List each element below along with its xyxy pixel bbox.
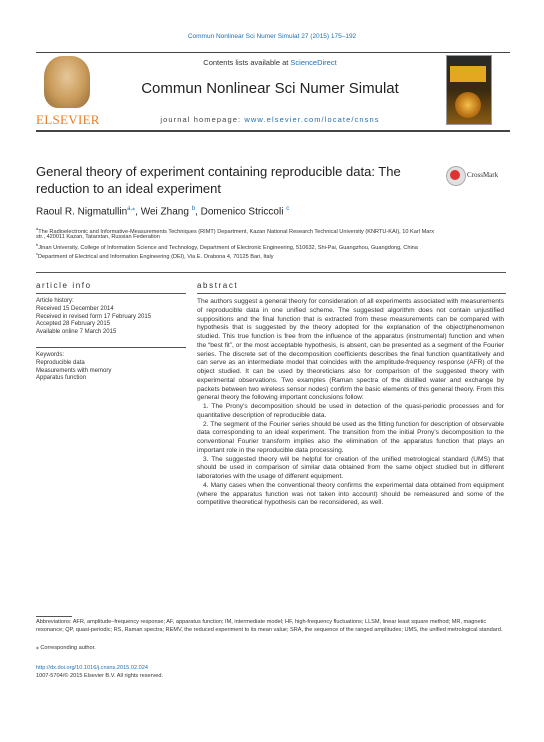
abstract-paragraph: The authors suggest a general theory for consideration of all experiments associated with measurements of reproducible data in one unified scheme. The suggested algorithm does not contain unjustified suppositions and the final function that is extracted from these measurements can be compared with hypothesis that is suggested by the theory adopted for the explanation of the object/phenomenon studied. This true function is free from the influence of the apparatus (instrumental) function and when the “best fit”, or the most acceptable hypothesis, is absent, can be presented as a segment of the Fourier series. The discrete set of the decomposition coefficients describes the final function quantitatively and can serve as an intermediate model that coincides with the amplitude-frequency response (AFR) of the object studied. It can be used by theoreticians also for comparison of the suggested theory with experimental observations. Two examples (Raman spectra of the distilled water and exchange by packets between two wireless sensor nodes) confirm the basic elements of this general theory. From this general theory the following important conclusions follow: [197, 298, 504, 402]
journal-cover-graphic [455, 92, 481, 118]
footnote-divider [36, 616, 72, 617]
article-history [36, 298, 186, 337]
abstract-body [197, 298, 504, 508]
paper-title [36, 163, 436, 197]
copyright-notice: 1007-5704/© 2015 Elsevier B.V. All rights reserved. [36, 673, 164, 679]
journal-citation[interactable]: Commun Nonlinear Sci Numer Simulat 27 (2015) 175–192 [187, 33, 357, 40]
abbreviations-footnote: Abbreviations: AFR, amplitude–frequency response; AF, apparatus function; IM, intermediate model; HF, high-frequency fluctuations; LLSM, linear least square method; MR, magnetic resonance; QP, quasi-periodic; RS, Raman spectra; REMV, the reduced experiment to its mean value; SRA, the sequence of the ranged amplitudes; UMS, the unified metrological standard. [36, 619, 503, 633]
affiliation-text: str., 420011 Kazan, Tatarstan, Russian Federation [36, 234, 160, 240]
contents-prefix: Contents lists available at [203, 58, 289, 67]
sciencedirect-link[interactable]: ScienceDirect [290, 58, 337, 67]
abstract-paragraph: 2. The segment of the Fourier series should be used as the fitting function for description of observable data corresponding to an ideal experiment. The transition from the initial Prony’s decomposition to the conventional Fourier transform implies also the elimination of the apparatus function that plays an important role in the reproducible data processing. [197, 420, 504, 454]
homepage-prefix: journal homepage: [160, 115, 242, 124]
history-item: Available online 7 March 2015 [36, 329, 117, 336]
affiliation-mark: a [36, 226, 39, 231]
homepage-link[interactable]: www.elsevier.com/locate/cnsns [244, 115, 380, 124]
contents-line [120, 58, 420, 67]
section-divider [36, 272, 506, 273]
journal-homepage [120, 115, 420, 124]
history-item: Received in revised form 17 February 2015 [36, 313, 152, 320]
history-label: Article history: [36, 298, 74, 304]
author-affil-ref[interactable]: a,⁎ [127, 206, 136, 212]
crossmark-label[interactable]: CrossMark [467, 171, 499, 179]
publisher-logo: ELSEVIER [36, 112, 100, 127]
history-item: Accepted 28 February 2015 [36, 321, 111, 328]
keywords [36, 352, 186, 383]
article-info-heading: article info [36, 281, 92, 290]
paper-title-line-2: reduction to an ideal experiment [36, 181, 222, 196]
affiliation-mark: b [36, 242, 39, 247]
paper-title-line-1: General theory of experiment containing reproducible data: The [36, 164, 401, 179]
affiliation-text: The Radioelectronic and Informative-Measurements Techniques (RIMT) Department, Kazan National Research Technical University (KNRTU-KAI), 10 Karl Marx [38, 228, 434, 235]
affiliation-text: Jinan University, College of Information Science and Technology, Department of Electronic Engineering, 510632, Shi-Pai, Guangzhou, Guangdong, China [38, 244, 418, 251]
crossmark-badge-icon [450, 170, 460, 180]
history-item: Received 15 December 2014 [36, 305, 114, 312]
affiliation-mark: c [36, 251, 38, 256]
abstract-paragraph: 1. The Prony’s decomposition should be used in detection of the quasi-periodic processes and for quantitative description of reproducible data. [197, 403, 504, 419]
abstract-divider [197, 293, 506, 294]
affiliation-text: Department of Electrical and Information Engineering (DEI), Via E. Orabona 4, 70125 Bari, Italy [38, 253, 274, 260]
keyword-item: Measurements with memory [36, 367, 112, 374]
abstract-paragraph: 4. Many cases when the conventional theory confirms the experimental data obtained from equipment (where the apparatus function was not taken into account) should be remeasured and some of the competitive theoretical hypothesis can be reconsidered, as well. [197, 481, 504, 507]
doi-link[interactable]: http://dx.doi.org/10.1016/j.cnsns.2015.02.024 [36, 665, 148, 671]
article-info-divider [36, 293, 186, 294]
elsevier-tree-logo-icon [44, 56, 90, 108]
corresponding-author-footnote: ⁎ Corresponding author. [36, 645, 96, 651]
affiliation [36, 233, 506, 241]
journal-cover-band [450, 66, 486, 82]
author-name[interactable]: Raoul R. Nigmatullin [36, 206, 128, 218]
author-list: Raoul R. Nigmatullin$^{a,⁎}$, Wei Zhang $^b$, Domenico Striccoli $^c$ [36, 206, 290, 218]
keywords-divider [36, 347, 186, 348]
author-name[interactable]: Domenico Striccoli [200, 206, 284, 218]
author-affil-ref[interactable]: b [191, 206, 196, 212]
author-affil-ref[interactable]: c [286, 206, 290, 212]
author-name[interactable]: Wei Zhang [140, 206, 189, 218]
keyword-item: Reproducible data [36, 359, 85, 366]
abstract-paragraph: 3. The suggested theory will be helpful for creation of the unified metrological standard (UMS) that should be used in comparison of similar data obtained from the same object studied but in different laboratories with the usage of different equipment. [197, 455, 504, 480]
journal-title: Commun Nonlinear Sci Numer Simulat [141, 80, 399, 97]
keyword-item: Apparatus function [36, 375, 87, 382]
affiliation [36, 250, 506, 261]
keywords-label: Keywords: [36, 352, 65, 358]
abstract-heading: abstract [197, 281, 239, 290]
